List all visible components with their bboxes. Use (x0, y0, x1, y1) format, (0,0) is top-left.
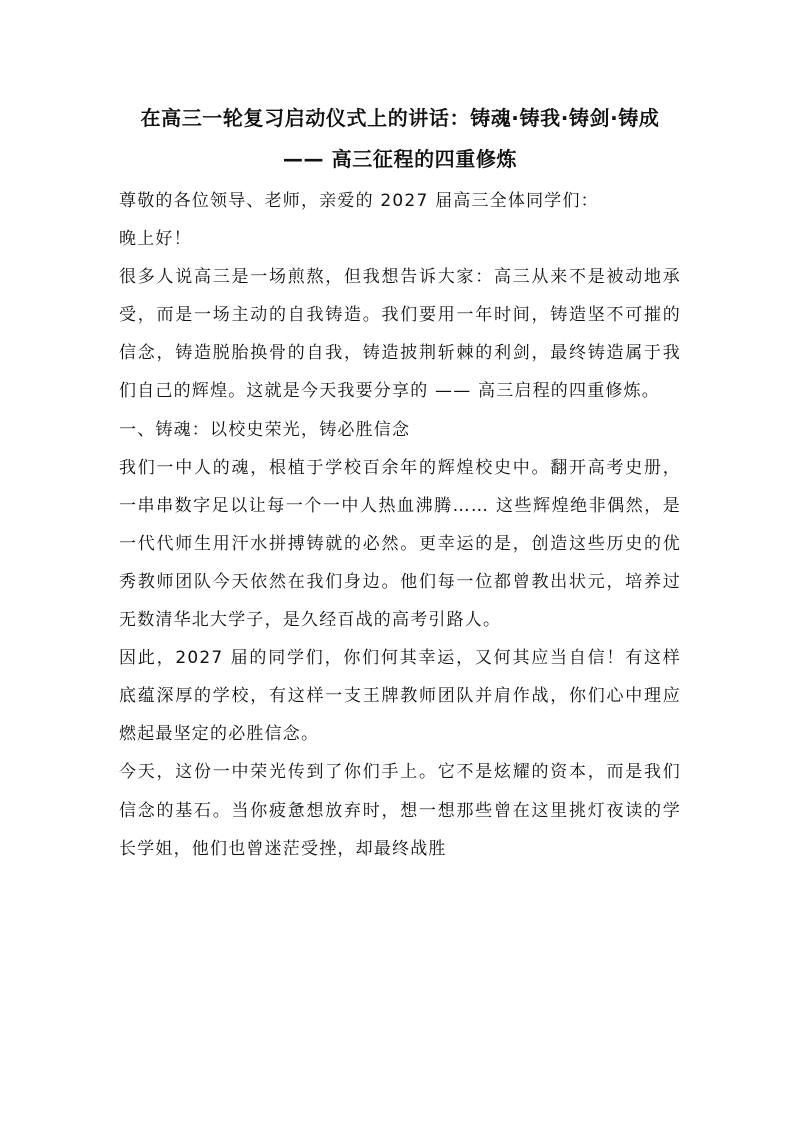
body-paragraph-2: 因此，2027 届的同学们，你们何其幸运，又何其应当自信！有这样底蕴深厚的学校，有这样一支王牌教师团队并肩作战，你们心中理应燃起最坚定的必胜信念。 (119, 648, 681, 745)
document-title: 在高三一轮复习启动仪式上的讲话：铸魂·铸我·铸剑·铸成 —— 高三征程的四重修炼 (140, 106, 660, 171)
body-paragraph-3: 今天，这份一中荣光传到了你们手上。它不是炫耀的资本，而是我们信念的基石。当你疲惫想放弃时，想一想那些曾在这里挑灯夜读的学长学姐，他们也曾迷茫受挫，却最终战胜 (119, 762, 681, 859)
greeting-line: 尊敬的各位领导、老师，亲爱的 2027 届高三全体同学们： (119, 191, 599, 211)
body-paragraph-1: 我们一中人的魂，根植于学校百余年的辉煌校史中。翻开高考史册，一串串数字足以让每一个一中人热血沸腾…… 这些辉煌绝非偶然，是一代代师生用汗水拼搏铸就的必然。更幸运的是，创造这些历史的优秀教师团队今天依然在我们身边。他们每一位都曾教出状元，培养过无数清华北大学子，是久经百战的高考引路人。 (119, 457, 681, 631)
intro-paragraph: 很多人说高三是一场煎熬，但我想告诉大家：高三从来不是被动地承受，而是一场主动的自我铸造。我们要用一年时间，铸造坚不可摧的信念，铸造脱胎换骨的自我，铸造披荆斩棘的利剑，最终铸造属于我们自己的辉煌。这就是今天我要分享的 —— 高三启程的四重修炼。 (119, 267, 681, 402)
section-heading-1: 一、铸魂：以校史荣光，铸必胜信念 (119, 419, 411, 440)
document-page (119, 98, 681, 868)
salutation-line: 晚上好！ (119, 229, 192, 250)
document-body (119, 182, 681, 868)
